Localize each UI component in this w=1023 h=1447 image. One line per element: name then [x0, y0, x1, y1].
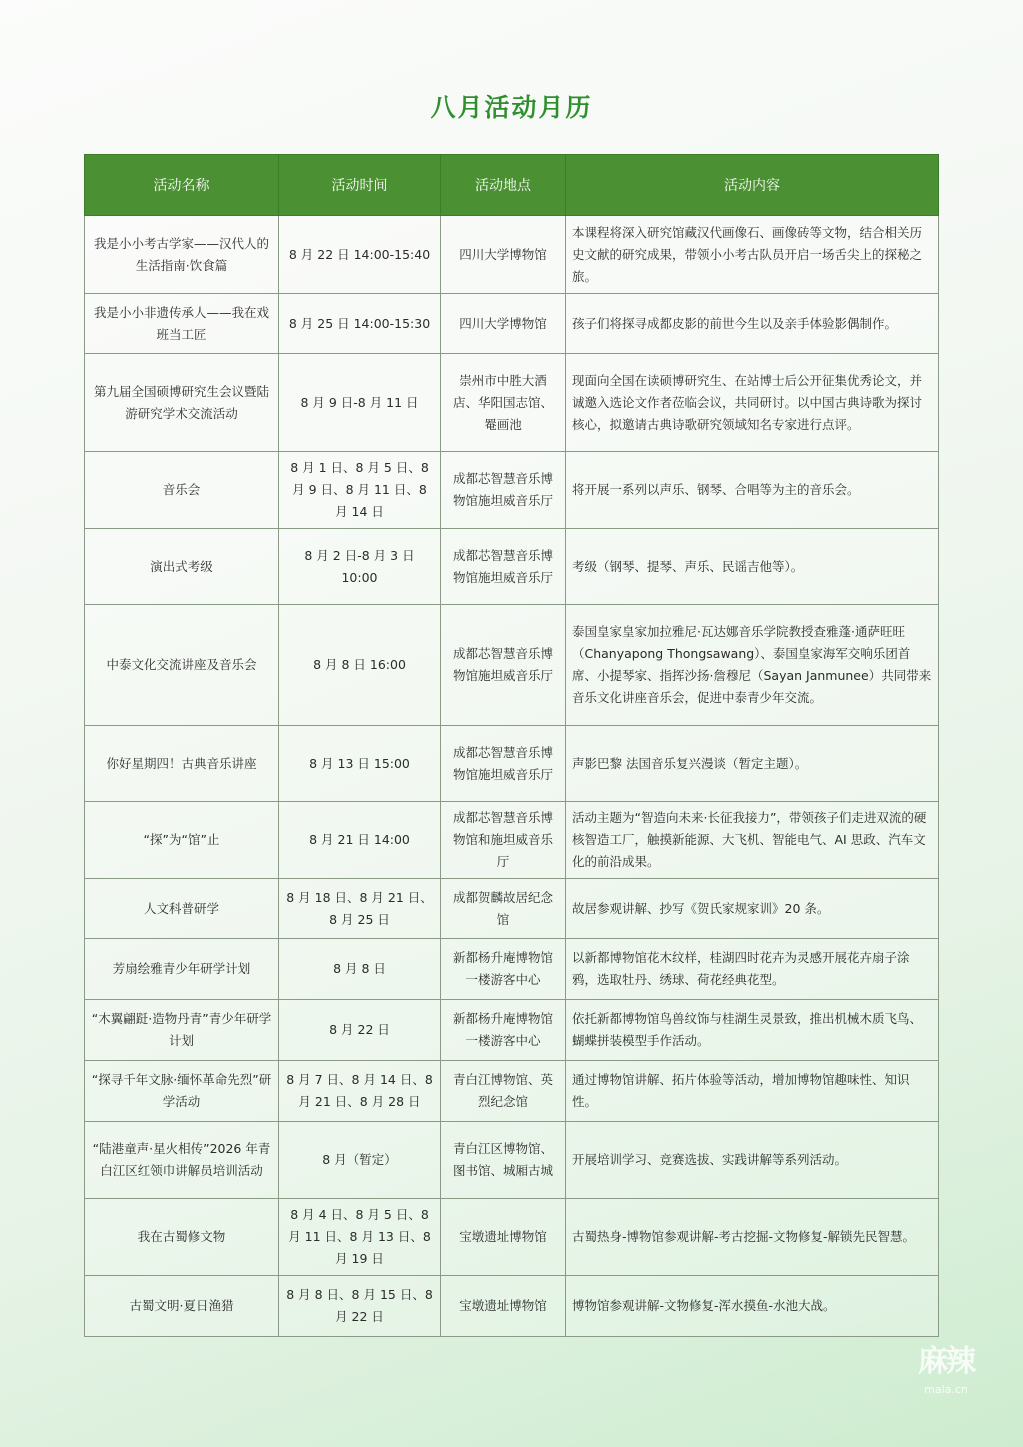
activity-content: 故居参观讲解、抄写《贺氏家规家训》20 条。	[566, 879, 939, 939]
activity-content: 现面向全国在读硕博研究生、在站博士后公开征集优秀论文，并诚邀入选论文作者莅临会议，共同研讨。以中国古典诗歌为探讨核心，拟邀请古典诗歌研究领域知名专家进行点评。	[566, 354, 939, 452]
activity-content: 通过博物馆讲解、拓片体验等活动，增加博物馆趣味性、知识性。	[566, 1061, 939, 1122]
activity-place: 崇州市中胜大酒店、华阳国志馆、罨画池	[441, 354, 566, 452]
table-row	[85, 605, 939, 726]
activity-time: 8 月 8 日、8 月 15 日、8 月 22 日	[279, 1276, 441, 1337]
page-title: 八月活动月历	[430, 93, 593, 122]
activity-place: 青白江区博物馆、图书馆、城厢古城	[441, 1122, 566, 1199]
watermark-sub-text: mala.cn	[924, 1383, 968, 1396]
table-row	[85, 1122, 939, 1199]
table-row	[85, 1276, 939, 1337]
activity-time: 8 月 8 日 16:00	[279, 605, 441, 726]
header-activity-time: 活动时间	[279, 155, 441, 216]
table-row	[85, 879, 939, 939]
table-row	[85, 1000, 939, 1061]
activity-content: 考级（钢琴、提琴、声乐、民谣吉他等）。	[566, 529, 939, 605]
table-row	[85, 1199, 939, 1276]
site-watermark-logo	[916, 1342, 976, 1408]
activity-name: 我是小小考古学家——汉代人的生活指南·饮食篇	[85, 216, 279, 294]
activity-name: 第九届全国硕博研究生会议暨陆游研究学术交流活动	[85, 354, 279, 452]
activity-place: 四川大学博物馆	[441, 294, 566, 354]
header-activity-content: 活动内容	[566, 155, 939, 216]
activity-place: 成都芯智慧音乐博物馆施坦威音乐厅	[441, 726, 566, 802]
table-row	[85, 452, 939, 529]
activity-name: 演出式考级	[85, 529, 279, 605]
table-row	[85, 802, 939, 879]
table-row	[85, 726, 939, 802]
activity-place: 成都芯智慧音乐博物馆和施坦威音乐厅	[441, 802, 566, 879]
activity-content: 孩子们将探寻成都皮影的前世今生以及亲手体验影偶制作。	[566, 294, 939, 354]
activity-content: 以新都博物馆花木纹样，桂湖四时花卉为灵感开展花卉扇子涂鸦，选取牡丹、绣球、荷花经典花型。	[566, 939, 939, 1000]
activity-time: 8 月 2 日-8 月 3 日 10:00	[279, 529, 441, 605]
activity-place: 宝墩遗址博物馆	[441, 1199, 566, 1276]
activity-calendar-table	[84, 154, 939, 1337]
header-activity-name: 活动名称	[85, 155, 279, 216]
table-header-row	[85, 155, 939, 216]
activity-name: 人文科普研学	[85, 879, 279, 939]
activity-name: “探”为“馆”止	[85, 802, 279, 879]
activity-name: 古蜀文明·夏日渔猎	[85, 1276, 279, 1337]
table-row	[85, 939, 939, 1000]
activity-name: 我在古蜀修文物	[85, 1199, 279, 1276]
activity-name: 芳扇绘雅青少年研学计划	[85, 939, 279, 1000]
activity-time: 8 月 1 日、8 月 5 日、8 月 9 日、8 月 11 日、8 月 14 日	[279, 452, 441, 529]
activity-content: 泰国皇家皇家加拉雅尼·瓦达娜音乐学院教授查雅蓬·通萨旺旺（Chanyapong Thongsawang）、泰国皇家海军交响乐团首席、小提琴家、指挥沙扬·詹穆尼（Sayan Janmunee）共同带来音乐文化讲座音乐会，促进中泰青少年交流。	[566, 605, 939, 726]
table-row	[85, 529, 939, 605]
table-row	[85, 216, 939, 294]
activity-place: 成都芯智慧音乐博物馆施坦威音乐厅	[441, 452, 566, 529]
activity-content: 博物馆参观讲解-文物修复-浑水摸鱼-水池大战。	[566, 1276, 939, 1337]
activity-time: 8 月 4 日、8 月 5 日、8 月 11 日、8 月 13 日、8 月 19 日	[279, 1199, 441, 1276]
activity-place: 新都杨升庵博物馆一楼游客中心	[441, 1000, 566, 1061]
activity-time: 8 月 22 日	[279, 1000, 441, 1061]
activity-time: 8 月 22 日 14:00-15:40	[279, 216, 441, 294]
activity-time: 8 月（暂定）	[279, 1122, 441, 1199]
activity-time: 8 月 8 日	[279, 939, 441, 1000]
activity-content: 声影巴黎 法国音乐复兴漫谈（暂定主题）。	[566, 726, 939, 802]
activity-place: 青白江博物馆、英烈纪念馆	[441, 1061, 566, 1122]
activity-content: 古蜀热身-博物馆参观讲解-考古挖掘-文物修复-解锁先民智慧。	[566, 1199, 939, 1276]
activity-name: “探寻千年文脉·缅怀革命先烈”研学活动	[85, 1061, 279, 1122]
activity-time: 8 月 25 日 14:00-15:30	[279, 294, 441, 354]
activity-time: 8 月 7 日、8 月 14 日、8 月 21 日、8 月 28 日	[279, 1061, 441, 1122]
activity-name: 我是小小非遗传承人——我在戏班当工匠	[85, 294, 279, 354]
activity-content: 活动主题为“智造向未来·长征我接力”，带领孩子们走进双流的硬核智造工厂，触摸新能源、大飞机、智能电气、AI 思政、汽车文化的前沿成果。	[566, 802, 939, 879]
activity-time: 8 月 13 日 15:00	[279, 726, 441, 802]
table-row	[85, 294, 939, 354]
activity-content: 将开展一系列以声乐、钢琴、合唱等为主的音乐会。	[566, 452, 939, 529]
activity-time: 8 月 18 日、8 月 21 日、8 月 25 日	[279, 879, 441, 939]
activity-name: “木翼翩跹·造物丹青”青少年研学计划	[85, 1000, 279, 1061]
activity-name: “陆港童声·星火相传”2026 年青白江区红领巾讲解员培训活动	[85, 1122, 279, 1199]
activity-name: 音乐会	[85, 452, 279, 529]
watermark-logo-text: 麻辣	[918, 1344, 974, 1379]
activity-place: 成都贺麟故居纪念馆	[441, 879, 566, 939]
activity-name: 中泰文化交流讲座及音乐会	[85, 605, 279, 726]
activity-place: 成都芯智慧音乐博物馆施坦威音乐厅	[441, 529, 566, 605]
header-activity-place: 活动地点	[441, 155, 566, 216]
activity-place: 新都杨升庵博物馆一楼游客中心	[441, 939, 566, 1000]
activity-name: 你好星期四！古典音乐讲座	[85, 726, 279, 802]
activity-place: 成都芯智慧音乐博物馆施坦威音乐厅	[441, 605, 566, 726]
activity-time: 8 月 9 日-8 月 11 日	[279, 354, 441, 452]
activity-content: 依托新都博物馆鸟兽纹饰与桂湖生灵景致，推出机械木质飞鸟、蝴蝶拼装模型手作活动。	[566, 1000, 939, 1061]
activity-content: 开展培训学习、竞赛选拔、实践讲解等系列活动。	[566, 1122, 939, 1199]
table-row	[85, 354, 939, 452]
table-row	[85, 1061, 939, 1122]
activity-place: 宝墩遗址博物馆	[441, 1276, 566, 1337]
activity-content: 本课程将深入研究馆藏汉代画像石、画像砖等文物，结合相关历史文献的研究成果，带领小小考古队员开启一场舌尖上的探秘之旅。	[566, 216, 939, 294]
activity-time: 8 月 21 日 14:00	[279, 802, 441, 879]
activity-place: 四川大学博物馆	[441, 216, 566, 294]
